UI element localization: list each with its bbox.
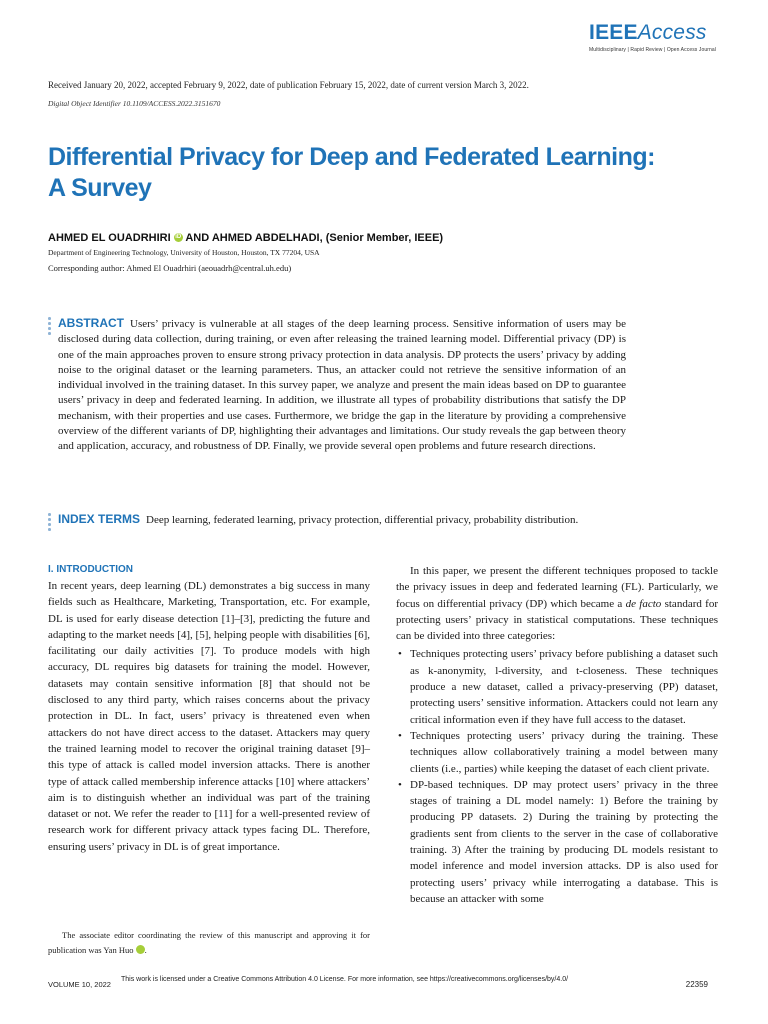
left-column xyxy=(48,563,370,855)
right-intro-paragraph xyxy=(396,563,718,644)
right-column xyxy=(396,563,718,907)
received-dates: Received January 20, 2022, accepted February 9, 2022, date of publication February 15, 2022, date of current version March 3, 2022. xyxy=(48,80,529,90)
abstract xyxy=(58,316,626,455)
editor-footnote xyxy=(48,928,370,958)
index-terms-heading: INDEX TERMS xyxy=(58,512,141,526)
orcid-icon[interactable]: iD xyxy=(175,234,182,240)
authors-line xyxy=(48,232,443,244)
logo-wordmark xyxy=(589,22,716,44)
author-rest: AND AHMED ABDELHADI, (Senior Member, IEEE) xyxy=(185,232,444,244)
corresponding-author: Corresponding author: Ahmed El Ouadrhiri (aeouadrh@central.uh.edu) xyxy=(48,263,292,273)
abstract-dots-icon xyxy=(48,317,52,337)
list-item: • DP-based techniques. DP may protect users’ privacy in the three stages of training a DL model namely: 1) Before the training by producing PP datasets. 2) During the training by protecting the gradients sent from clients to the server in the case of collaborative training. 3) After the training by producing DL models resistant to model inference and model inversion attacks. DP is also used for protecting users’ privacy while interrogating a database. This is because an attacker with some xyxy=(396,777,718,907)
affiliation: Department of Engineering Technology, University of Houston, Houston, TX 77204, USA xyxy=(48,248,320,257)
abstract-heading: ABSTRACT xyxy=(58,316,124,330)
index-terms-dots-icon xyxy=(48,513,52,533)
list-item: • Techniques protecting users’ privacy before publishing a dataset such as k-anonymity, l-diversity, and t-closeness. These techniques produce a new dataset, called a privacy-preserving (PP) dataset, protecting users’ sensitive information. Attackers could not learn any critical information even if they have full access to the dataset. xyxy=(396,646,718,727)
logo-tagline: Multidisciplinary | Rapid Review | Open Access Journal xyxy=(589,47,716,53)
right-intro-emphasis: de facto xyxy=(625,597,662,610)
introduction-paragraph: In recent years, deep learning (DL) demonstrates a big success in many fields such as Healthcare, Marketing, Transportation, etc. For example, DL is used for early disease detection [1]–[3], predicting the future and adapting to the market needs [4], [5], helping people with disabilities [6], facilitating our daily activities [7]. To produce models with high accuracy, DL requires big datasets for training the model. However, datasets may contain sensitive information [8] that should not be disclosed to any third party, which raises concerns about the privacy protection in DL. In fact, users’ privacy is threatened even when attackers do not have direct access to the dataset. Attackers may query the trained learning model to recover the original training dataset [9]– this type of attack is called model inversion attacks. There is another type of attack called membership inference attacks [10] where attackers’ aim is to distinguish whether an individual was part of the training dataset or not. We refer the reader to [11] for a well-presented review of research work for different privacy attack types facing DL. Therefore, ensuring users’ privacy in DL is of great importance. xyxy=(48,580,370,853)
logo-ieee: IEEE xyxy=(589,21,638,44)
technique-list xyxy=(396,646,718,907)
index-terms-text: Deep learning, federated learning, privacy protection, differential privacy, probability distribution. xyxy=(146,514,579,526)
journal-logo xyxy=(589,22,716,53)
paper-title: Differential Privacy for Deep and Federated Learning: A Survey xyxy=(48,143,655,202)
list-item: • Techniques protecting users’ privacy during the training. These techniques allow collaboratively training a model between many clients (i.e., parties) while keeping the dataset of each client private. xyxy=(396,728,718,777)
page-number: 22359 xyxy=(685,980,708,989)
author-1: AHMED EL OUADRHIRI xyxy=(48,232,171,244)
footer-license: This work is licensed under a Creative Commons Attribution 4.0 License. For more information, see https://creativecommons.org/licenses/by/4.0/ xyxy=(121,976,569,983)
orcid-icon[interactable]: iD xyxy=(136,945,145,954)
section-heading-introduction: I. INTRODUCTION xyxy=(48,564,133,575)
right-intro-b: standard for protecting users’ privacy in statistical computations. These techniques can be divided into three categories: xyxy=(396,597,718,643)
abstract-text: Users’ privacy is vulnerable at all stages of the deep learning process. Sensitive information of users may be disclosed during data collection, during training, or even after releasing the trained learning model. Differential privacy (DP) is one of the main approaches proven to ensure strong privacy protection in data analysis. DP protects the users’ privacy by adding noise to the original dataset or the learning parameters. Thus, an attacker could not retrieve the sensitive information of an individual involved in the training dataset. In this survey paper, we analyze and present the main ideas based on DP to guarantee users’ privacy in deep and federated learning. In addition, we illustrate all types of probability distributions that satisfy the DP mechanism, with their properties and use cases. Furthermore, we bridge the gap in the literature by providing a comprehensive overview of the different variants of DP, highlighting their advantages and limitations. Our study reveals the gap between theory and application, accuracy, and robustness of DP. Finally, we provide several open problems and future research directions. xyxy=(58,318,626,453)
index-terms xyxy=(58,512,626,528)
logo-access: Access xyxy=(637,21,707,44)
footnote-end: . xyxy=(144,945,147,955)
footer-volume: VOLUME 10, 2022 xyxy=(48,980,111,989)
right-intro-a: In this paper, we present the different techniques proposed to tackle the privacy issues in deep and federated learning (FL). Particularly, we focus on differential privacy (DP) which became a xyxy=(396,565,718,610)
doi: Digital Object Identifier 10.1109/ACCESS.2022.3151670 xyxy=(48,99,221,108)
footnote-text: The associate editor coordinating the review of this manuscript and approving it for publication was Yan Huo xyxy=(48,930,370,955)
